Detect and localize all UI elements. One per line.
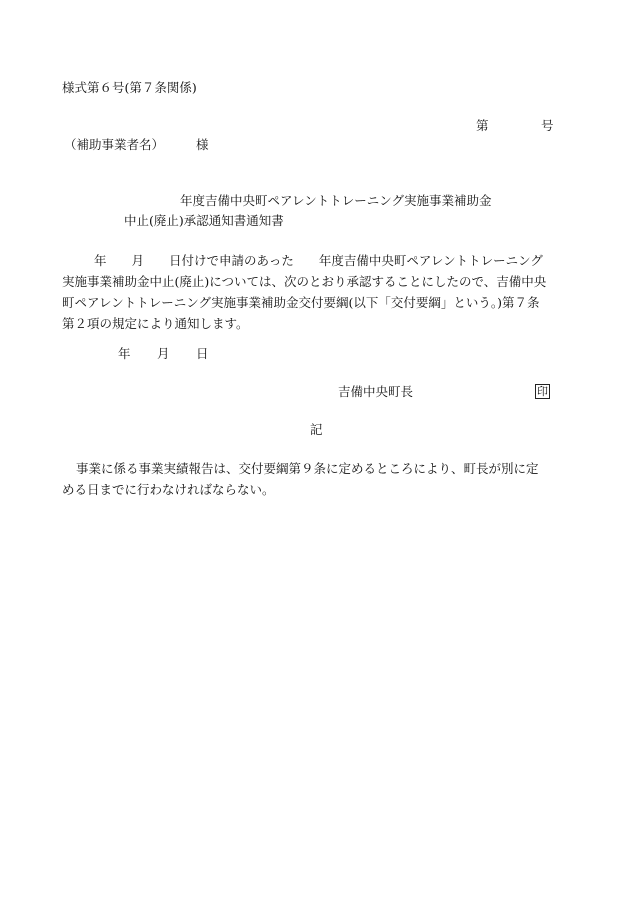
- note-paragraph: [62, 458, 570, 500]
- recipient-honorific: 様: [196, 137, 209, 152]
- body-line: 町ペアレントトレーニング実施事業補助金交付要綱(以下「交付要綱」という。)第７条: [62, 295, 540, 310]
- recipient-name: （補助事業者名）: [64, 137, 165, 152]
- date-day: 日: [196, 346, 209, 361]
- date-year: 年: [118, 346, 131, 361]
- form-label: 様式第６号(第７条関係): [62, 80, 197, 95]
- body-paragraph: [62, 250, 570, 334]
- body-line: 実施事業補助金中止(廃止)については、次のとおり承認することにしたので、吉備中央: [62, 274, 547, 289]
- seal-mark: [535, 384, 550, 399]
- title-line-1: 年度吉備中央町ペアレントトレーニング実施事業補助金: [180, 193, 492, 208]
- signatory-title: 吉備中央町長: [338, 384, 414, 399]
- body-line: 第２項の規定により通知します。: [62, 316, 249, 331]
- note-line: める日までに行わなければならない。: [62, 482, 275, 497]
- note-line: 事業に係る事業実績報告は、交付要綱第９条に定めるところにより、町長が別に定: [76, 461, 539, 476]
- doc-number-dai: 第: [476, 118, 489, 133]
- doc-number-go: 号: [541, 118, 554, 133]
- ki-heading: 記: [310, 422, 323, 437]
- date-month: 月: [157, 346, 170, 361]
- body-line: 年 月 日付けで申請のあった 年度吉備中央町ペアレントトレーニング: [94, 253, 543, 268]
- seal-label: 印: [537, 385, 548, 398]
- title-line-2: 中止(廃止)承認通知書通知書: [124, 213, 284, 228]
